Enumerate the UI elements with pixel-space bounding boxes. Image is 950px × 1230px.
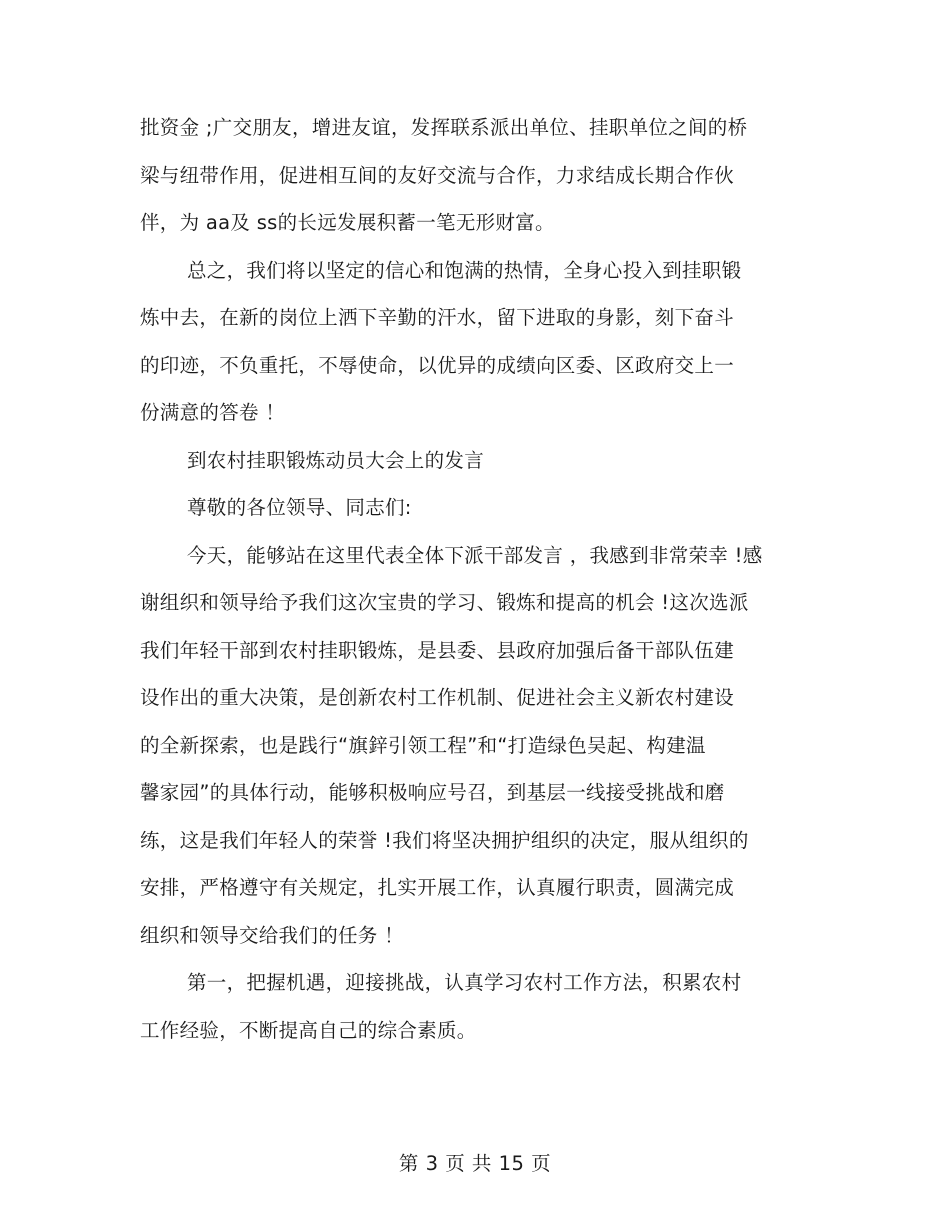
paragraph-line-16: 组织和领导交给我们的任务 ！ [140,924,404,947]
paragraph-line-1: 批资金 ;广交朋友，增进友谊，发挥联系派出单位、挂职单位之间的桥 [140,116,748,139]
paragraph-line-10: 我们年轻干部到农村挂职锻炼，是县委、县政府加强后备干部队伍建 [140,639,735,662]
paragraph-line-7: 份满意的答卷 ！ [140,401,286,424]
paragraph-line-15: 安排，严格遵守有关规定，扎实开展工作，认真履行职责，圆满完成 [140,876,735,899]
paragraph-line-2: 梁与纽带作用，促进相互间的友好交流与合作，力求结成长期合作伙 [140,164,735,187]
paragraph-line-9: 谢组织和领导给予我们这次宝贵的学习、锻炼和提高的机会 !这次选派 [140,591,749,614]
paragraph-line-4: 总之，我们将以坚定的信心和饱满的热情，全身心投入到挂职锻 [187,259,742,282]
paragraph-line-5: 炼中去，在新的岗位上洒下辛勤的汗水，留下进取的身影，刻下奋斗 [140,306,735,329]
speech-title: 到农村挂职锻炼动员大会上的发言 [187,449,485,472]
page-number-footer: 第 3 页 共 15 页 [398,1152,552,1175]
paragraph-line-11: 设作出的重大决策，是创新农村工作机制、促进社会主义新农村建设 [140,686,735,709]
paragraph-line-14: 练，这是我们年轻人的荣誉 !我们将坚决拥护组织的决定，服从组织的 [140,829,749,852]
paragraph-line-6: 的印迹，不负重托，不辱使命，以优异的成绩向区委、区政府交上一 [140,354,735,377]
paragraph-line-18: 工作经验，不断提高自己的综合素质。 [140,1019,477,1042]
paragraph-line-3: 伴，为 aa及 ss的长远发展积蓄一笔无形财富。 [140,211,555,234]
paragraph-line-8: 今天，能够站在这里代表全体下派干部发言 ，我感到非常荣幸 !感 [187,544,763,567]
salutation: 尊敬的各位领导、同志们: [187,496,412,519]
paragraph-line-13: 馨家园”的具体行动，能够积极响应号召，到基层一线接受挑战和磨 [140,781,725,804]
paragraph-line-17: 第一，把握机遇，迎接挑战，认真学习农村工作方法，积累农村 [187,971,742,994]
paragraph-line-12: 的全新探索，也是践行“旗鋅引领工程”和“打造绿色吴起、构建温 [140,734,706,757]
